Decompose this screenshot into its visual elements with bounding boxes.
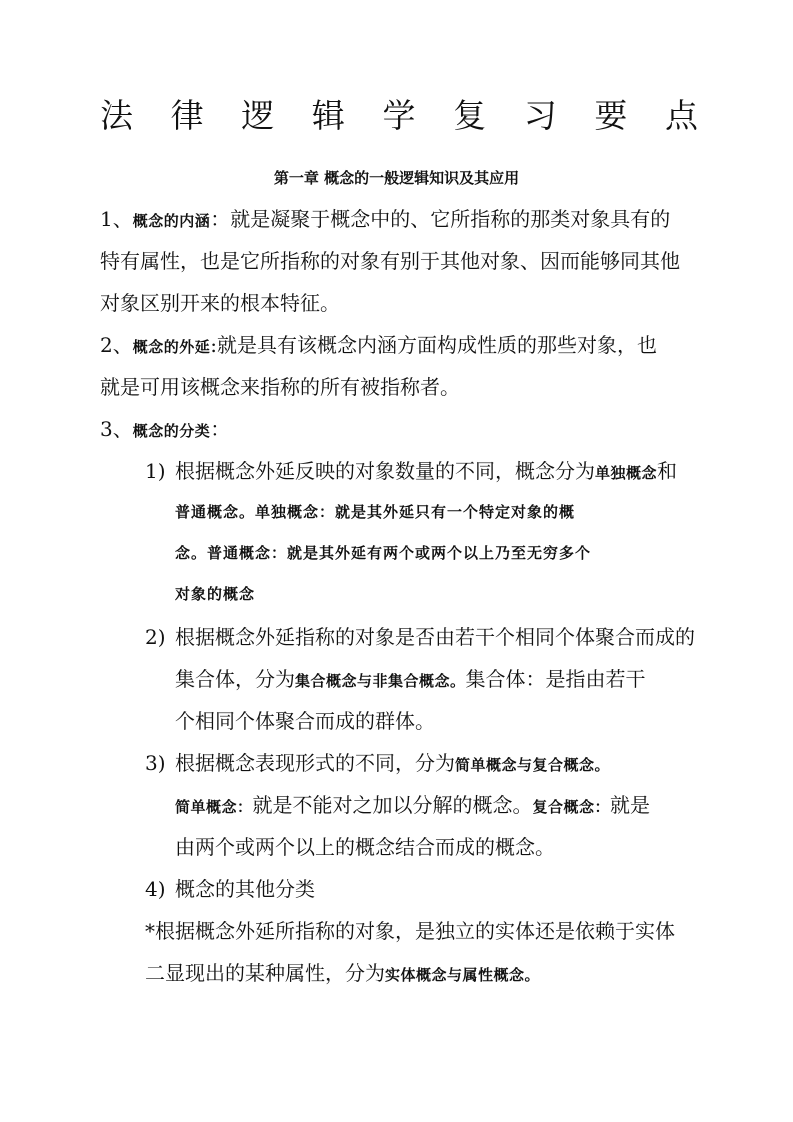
title-char: 复 — [453, 96, 487, 135]
term-entity-attribute: 实体概念与属性概念。 — [385, 966, 541, 984]
list-item-4 — [145, 868, 703, 910]
separator: : — [210, 333, 217, 357]
title-char: 辑 — [311, 96, 345, 135]
list-item-1-line2: 普通概念。单独概念：就是其外延只有一个特定对象的概 — [175, 503, 576, 521]
list-item-1-line1 — [145, 450, 703, 494]
list-item-3-line3: 由两个或两个以上的概念结合而成的概念。 — [175, 835, 555, 859]
list-item-2-line2 — [175, 658, 703, 702]
paragraph-extension-line2: 就是可用该概念来指称的所有被指称者。 — [100, 375, 460, 399]
text: 根据概念外延指称的对象是否由若干个相同个体聚合而成的 — [175, 625, 695, 649]
paragraph-intension-line2: 特有属性，也是它所指称的对象有别于其他对象、因而能够同其他 — [100, 249, 680, 273]
list-item-2-line1 — [145, 616, 703, 658]
paragraph-extension-line1 — [100, 324, 705, 368]
text: 就是不能对之加以分解的概念。 — [252, 793, 533, 817]
term-simple-compound: 简单概念与复合概念。 — [455, 756, 611, 774]
term-compound: 复合概念： — [532, 798, 611, 816]
item-number: 3、 — [100, 417, 133, 441]
text: 集合体：是指由若干 — [465, 667, 646, 691]
list-item-1-line3: 念。普通概念：就是其外延有两个或两个以上乃至无穷多个 — [175, 544, 592, 562]
list-number: 2) — [145, 625, 166, 649]
chapter-heading: 第一章 概念的一般逻辑知识及其应用 — [273, 169, 520, 187]
paragraph-intension-line3: 对象区别开来的根本特征。 — [100, 291, 340, 315]
list-item-1-line4: 对象的概念 — [175, 585, 256, 603]
paragraph-classification — [100, 408, 705, 452]
title-char: 律 — [170, 96, 204, 135]
title-char: 要 — [594, 96, 628, 135]
text: 就是 — [610, 793, 651, 817]
text: 概念的其他分类 — [175, 877, 315, 901]
term-extension: 概念的外延 — [132, 338, 211, 356]
item-number: 2、 — [100, 333, 133, 357]
title-char: 法 — [100, 96, 133, 135]
text: 根据概念表现形式的不同，分为 — [175, 751, 455, 775]
title-char: 习 — [523, 96, 557, 135]
list-number: 1) — [145, 459, 166, 483]
title-char: 学 — [382, 96, 416, 135]
list-number: 4) — [145, 877, 166, 901]
title-char: 点 — [665, 96, 698, 135]
list-item-3-line2 — [175, 784, 703, 828]
list-item-2-line3: 个相同个体聚合而成的群体。 — [175, 709, 435, 733]
page-title — [100, 92, 698, 140]
text: 根据概念外延反映的对象数量的不同，概念分为 — [175, 459, 595, 483]
paragraph-intension-line1 — [100, 198, 705, 242]
text: 和 — [657, 459, 678, 483]
extra-line1: *根据概念外延所指称的对象，是独立的实体还是依赖于实体 — [145, 919, 675, 943]
item-number: 1、 — [100, 207, 133, 231]
text: 就是凝聚于概念中的、它所指称的那类对象具有的 — [230, 207, 671, 231]
separator: ： — [210, 207, 231, 231]
separator: ： — [210, 417, 231, 441]
term-singular: 单独概念 — [595, 464, 658, 482]
term-collective: 集合概念与非集合概念。 — [295, 672, 466, 690]
list-item-3-line1 — [145, 742, 703, 786]
term-classification: 概念的分类 — [132, 422, 211, 440]
text: 就是具有该概念内涵方面构成性质的那些对象，也 — [217, 333, 657, 357]
term-intension: 概念的内涵 — [132, 212, 211, 230]
text: 二显现出的某种属性，分为 — [145, 961, 385, 985]
text: 集合体，分为 — [175, 667, 295, 691]
list-number: 3) — [145, 751, 166, 775]
term-simple: 简单概念： — [175, 798, 253, 816]
extra-line2 — [145, 952, 705, 996]
title-char: 逻 — [241, 96, 275, 135]
